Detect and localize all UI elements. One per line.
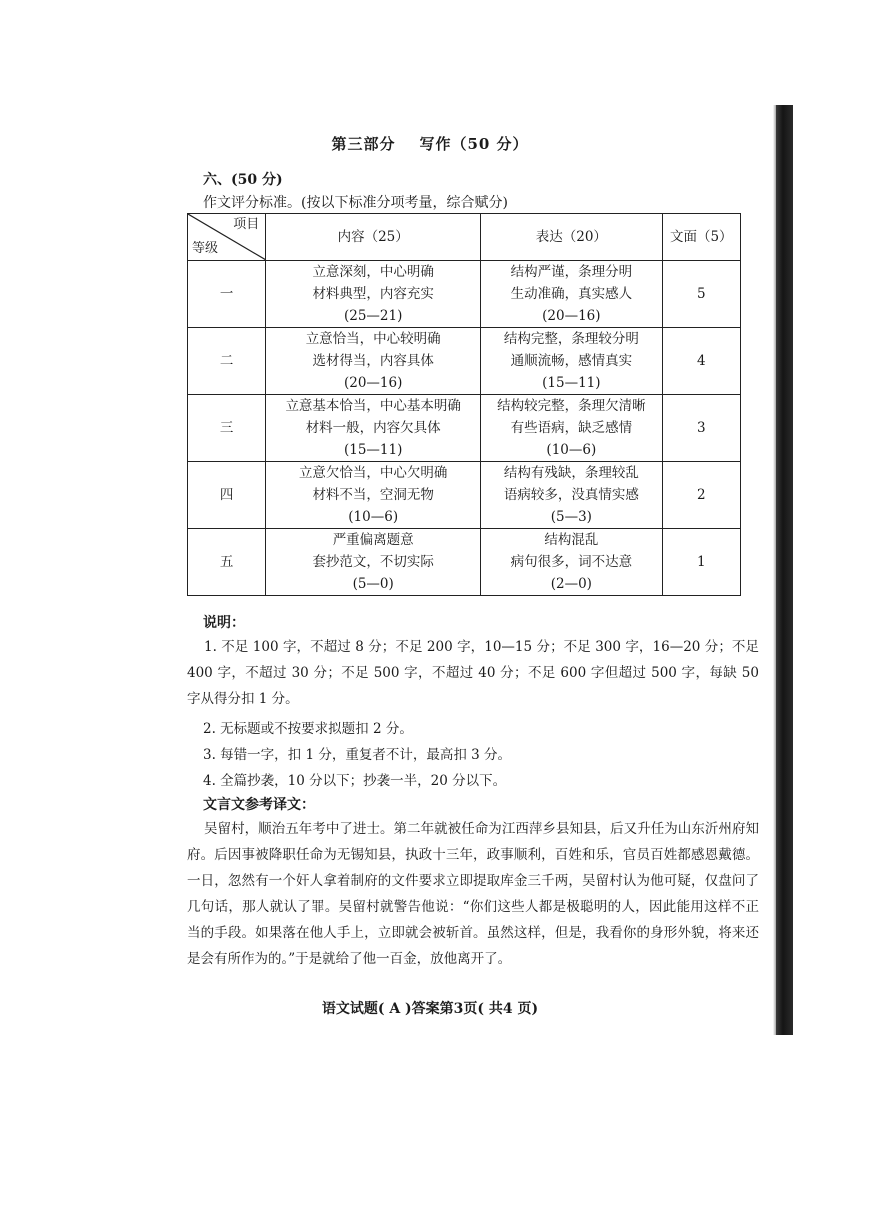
content-line: 材料典型，内容充实 — [312, 286, 434, 302]
content-score-range: (20—16) — [343, 375, 403, 391]
content-score-range: (10—6) — [348, 509, 399, 525]
expression-cell — [481, 462, 662, 529]
table-row — [188, 462, 741, 529]
presentation-cell: 1 — [662, 529, 741, 596]
content-cell — [266, 529, 481, 596]
content-line: 材料不当，空洞无物 — [312, 487, 434, 503]
section-part: 第三部分 — [331, 135, 396, 153]
expression-line: 通顺流畅，感情真实 — [510, 353, 633, 369]
note-item-3: 3. 每错一字，扣 1 分，重复者不计，最高扣 3 分。 — [203, 747, 512, 763]
grade-cell: 四 — [188, 462, 266, 529]
grade-cell: 二 — [188, 328, 266, 395]
note-item-1: 1. 不足 100 字，不超过 8 分；不足 200 字，10—15 分；不足 300 字，16—20 分；不足 400 字，不超过 30 分；不足 500 字，不超过 40 分；不足 600 字但超过 500 字，每缺 50 字从得分扣 1 分。 — [187, 639, 759, 707]
corner-label-grade: 等级 — [192, 241, 219, 256]
content-line: 立意欠恰当，中心欠明确 — [298, 465, 448, 481]
expression-cell — [481, 328, 662, 395]
expression-line: 结构完整，条理较分明 — [503, 331, 639, 347]
content-cell — [266, 462, 481, 529]
content-cell — [266, 395, 481, 462]
corner-label-item: 项目 — [233, 217, 260, 232]
notes-label: 说明： — [203, 615, 245, 631]
content-line: 套抄范文，不切实际 — [312, 554, 434, 570]
content-line: 严重偏离题意 — [332, 532, 414, 548]
expression-cell — [481, 529, 662, 596]
content-score-range: (15—11) — [343, 442, 403, 458]
grade-cell: 一 — [188, 261, 266, 328]
page-footer: 语文试题( A )答案第3页( 共4 页) — [321, 1001, 539, 1017]
question-heading: 六、(50 分) — [203, 172, 283, 188]
content-line: 立意深刻，中心明确 — [312, 264, 434, 280]
table-row — [188, 395, 741, 462]
note-item-4: 4. 全篇抄袭，10 分以下；抄袭一半，20 分以下。 — [203, 773, 507, 789]
translation-text: 吴留村，顺治五年考中了进士。第二年就被任命为江西萍乡县知县，后又升任为山东沂州府知府。后因事被降职任命为无锡知县，执政十三年，政事顺利，百姓和乐，官员百姓都感恩戴德。一日，忽然有一个奸人拿着制府的文件要求立即提取库金三千两，吴留村认为他可疑，仅盘问了几句话，那人就认了罪。吴留村就警告他说：“你们这些人都是极聪明的人，因此能用这样不正当的手段。如果落在他人手上，立即就会被斩首。虽然这样，但是，我看你的身形外貌，将来还是会有所作为的。”于是就给了他一百金，放他离开了。 — [187, 821, 759, 967]
content-line: 选材得当，内容具体 — [312, 353, 434, 369]
expression-score-range: (10—6) — [546, 442, 597, 458]
presentation-cell: 5 — [662, 261, 741, 328]
expression-score-range: (2—0) — [550, 576, 592, 592]
expression-line: 结构较完整，条理欠清晰 — [497, 398, 646, 414]
header-presentation: 文面（5） — [662, 214, 741, 261]
note-item-2: 2. 无标题或不按要求拟题扣 2 分。 — [203, 721, 413, 737]
question-description: 作文评分标准。(按以下标准分项考量，综合赋分) — [203, 195, 508, 211]
expression-line: 结构混乱 — [544, 532, 599, 548]
presentation-cell: 3 — [662, 395, 741, 462]
content-score-range: (5—0) — [352, 576, 394, 592]
expression-line: 结构有残缺，条理较乱 — [503, 465, 639, 481]
expression-line: 结构严谨，条理分明 — [510, 264, 633, 280]
grade-cell: 三 — [188, 395, 266, 462]
content-line: 立意恰当，中心较明确 — [305, 331, 441, 347]
grade-cell: 五 — [188, 529, 266, 596]
expression-score-range: (15—11) — [542, 375, 601, 391]
grading-table-header-row — [188, 214, 741, 261]
expression-cell — [481, 395, 662, 462]
content-score-range: (25—21) — [343, 308, 403, 324]
content-cell — [266, 328, 481, 395]
grading-table — [187, 213, 741, 596]
table-row — [188, 261, 741, 328]
expression-line: 生动准确，真实感人 — [510, 286, 633, 302]
content-cell — [266, 261, 481, 328]
scan-shadow-edge — [776, 105, 793, 1035]
header-content: 内容（25） — [266, 214, 481, 261]
header-expression: 表达（20） — [481, 214, 662, 261]
expression-cell — [481, 261, 662, 328]
presentation-cell: 4 — [662, 328, 741, 395]
expression-score-range: (5—3) — [550, 509, 592, 525]
expression-score-range: (20—16) — [542, 308, 601, 324]
table-row — [188, 529, 741, 596]
content-line: 立意基本恰当，中心基本明确 — [285, 398, 461, 414]
expression-line: 语病较多，没真情实感 — [503, 487, 639, 503]
table-row — [188, 328, 741, 395]
table-corner-cell — [188, 214, 266, 261]
expression-line: 病句很多，词不达意 — [510, 554, 633, 570]
translation-label: 文言文参考译文： — [203, 797, 315, 813]
content-line: 材料一般，内容欠具体 — [305, 420, 441, 436]
presentation-cell: 2 — [662, 462, 741, 529]
expression-line: 有些语病，缺乏感情 — [510, 420, 633, 436]
section-title — [160, 133, 700, 154]
section-name: 写作（50 分） — [419, 135, 529, 153]
